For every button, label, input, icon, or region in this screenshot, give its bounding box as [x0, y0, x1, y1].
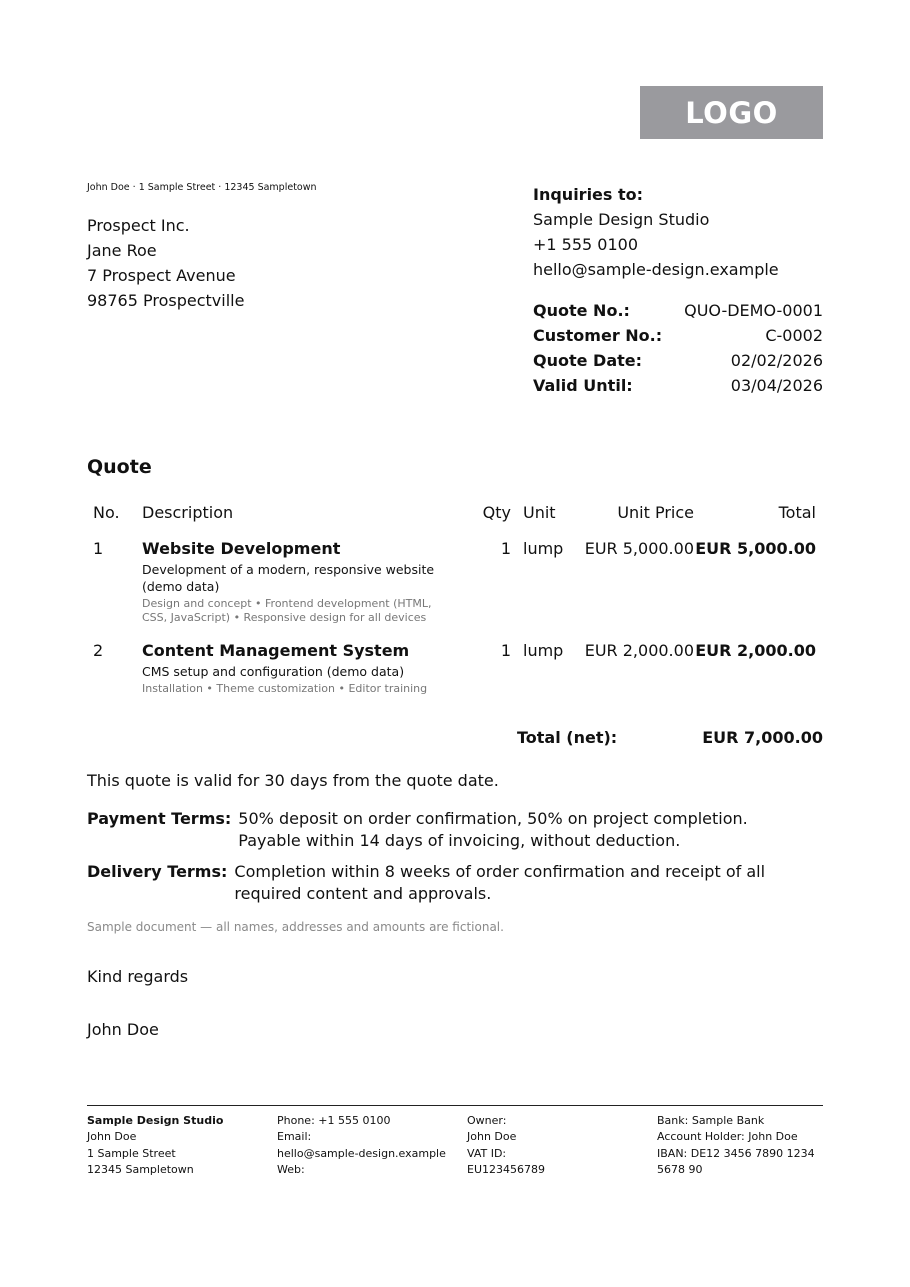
header-description: Description	[142, 503, 234, 522]
recipient-address	[87, 213, 244, 313]
recipient-company: Prospect Inc.	[87, 216, 190, 235]
item-unit-price: EUR 2,000.00	[584, 641, 694, 660]
item-subtitle: Development of a modern, responsive website (demo data)	[142, 562, 435, 594]
footer-divider	[87, 1105, 823, 1106]
footer-legal	[467, 1113, 545, 1178]
inquiries-phone: +1 555 0100	[533, 235, 639, 254]
item-subtitle: CMS setup and configuration (demo data)	[142, 664, 405, 679]
footer-bank	[657, 1113, 827, 1178]
footer-account-holder: Account Holder: John Doe	[657, 1130, 798, 1144]
recipient-street: 7 Prospect Avenue	[87, 266, 236, 285]
meta-key: Quote No.:	[533, 301, 630, 320]
footer-company-name: Sample Design Studio	[87, 1114, 224, 1127]
header-unit-price: Unit Price	[617, 503, 694, 522]
delivery-terms	[87, 861, 807, 905]
footer-company	[87, 1113, 223, 1178]
item-total: EUR 5,000.00	[695, 539, 816, 558]
item-details: Installation • Theme customization • Editor training	[142, 682, 428, 695]
item-qty: 1	[500, 641, 511, 660]
footer-bank-name: Bank: Sample Bank	[657, 1114, 765, 1127]
item-details: Design and concept • Frontend development (HTML, CSS, JavaScript) • Responsive design for all devices	[142, 597, 432, 624]
footer-phone: Phone: +1 555 0100	[277, 1114, 391, 1127]
footer-owner: John Doe	[467, 1130, 517, 1144]
footer-iban: IBAN: DE12 3456 7890 1234 5678 90	[657, 1146, 815, 1176]
item-unit-price: EUR 5,000.00	[584, 539, 694, 558]
document-title: Quote	[87, 456, 152, 478]
closing-regards: Kind regards	[87, 967, 189, 986]
table-header	[0, 503, 910, 527]
footer-web-label: Web:	[277, 1162, 305, 1176]
validity-note: This quote is valid for 30 days from the quote date.	[87, 771, 499, 790]
header-total: Total	[778, 503, 816, 522]
inquiries-block	[533, 182, 779, 282]
header-qty: Qty	[482, 503, 511, 522]
net-total-value: EUR 7,000.00	[702, 728, 823, 747]
recipient-contact: Jane Roe	[87, 241, 157, 260]
recipient-city: 98765 Prospectville	[87, 291, 245, 310]
meta-key: Customer No.:	[533, 326, 663, 345]
footer-city: 12345 Sampletown	[87, 1162, 194, 1176]
meta-value: 03/04/2026	[730, 376, 823, 395]
item-title: Content Management System	[142, 641, 410, 660]
footer-vat: EU123456789	[467, 1162, 545, 1176]
footer-vat-label: VAT ID:	[467, 1146, 507, 1160]
meta-value: 02/02/2026	[730, 351, 823, 370]
item-total: EUR 2,000.00	[695, 641, 816, 660]
meta-row-quote-no	[533, 298, 823, 323]
disclaimer: Sample document — all names, addresses and amounts are fictional.	[87, 920, 504, 934]
meta-key: Quote Date:	[533, 351, 643, 370]
item-unit: lump	[523, 641, 564, 660]
quote-meta	[533, 298, 823, 398]
item-no: 2	[93, 641, 104, 660]
footer-street: 1 Sample Street	[87, 1146, 176, 1160]
net-total-label: Total (net):	[517, 728, 618, 747]
footer-email-label: Email:	[277, 1130, 312, 1144]
sender-return-address: John Doe · 1 Sample Street · 12345 Sampletown	[87, 182, 317, 193]
footer-owner-name: John Doe	[87, 1130, 137, 1144]
header-unit: Unit	[523, 503, 556, 522]
meta-row-valid-until	[533, 373, 823, 398]
payment-terms	[87, 808, 807, 852]
meta-row-quote-date	[533, 348, 823, 373]
payment-terms-text: 50% deposit on order confirmation, 50% on project completion. Payable within 14 days of invoicing, without deduction.	[238, 809, 748, 850]
header-no: No.	[93, 503, 120, 522]
item-qty: 1	[500, 539, 511, 558]
item-description	[142, 539, 442, 625]
footer-email: hello@sample-design.example	[277, 1146, 446, 1160]
footer-contact	[277, 1113, 446, 1178]
item-no: 1	[93, 539, 104, 558]
meta-value: C-0002	[765, 326, 823, 345]
meta-key: Valid Until:	[533, 376, 633, 395]
delivery-terms-text: Completion within 8 weeks of order confirmation and receipt of all required content and approvals.	[234, 862, 766, 903]
payment-terms-label: Payment Terms:	[87, 809, 232, 828]
meta-value: QUO-DEMO-0001	[684, 301, 823, 320]
item-unit: lump	[523, 539, 564, 558]
item-title: Website Development	[142, 539, 341, 558]
footer-owner-label: Owner:	[467, 1114, 507, 1127]
inquiries-email: hello@sample-design.example	[533, 260, 779, 279]
inquiries-label: Inquiries to:	[533, 185, 644, 204]
company-logo: LOGO	[640, 86, 823, 139]
item-description	[142, 641, 442, 696]
inquiries-name: Sample Design Studio	[533, 210, 710, 229]
signature-name: John Doe	[87, 1020, 159, 1039]
delivery-terms-label: Delivery Terms:	[87, 862, 228, 881]
meta-row-customer-no	[533, 323, 823, 348]
